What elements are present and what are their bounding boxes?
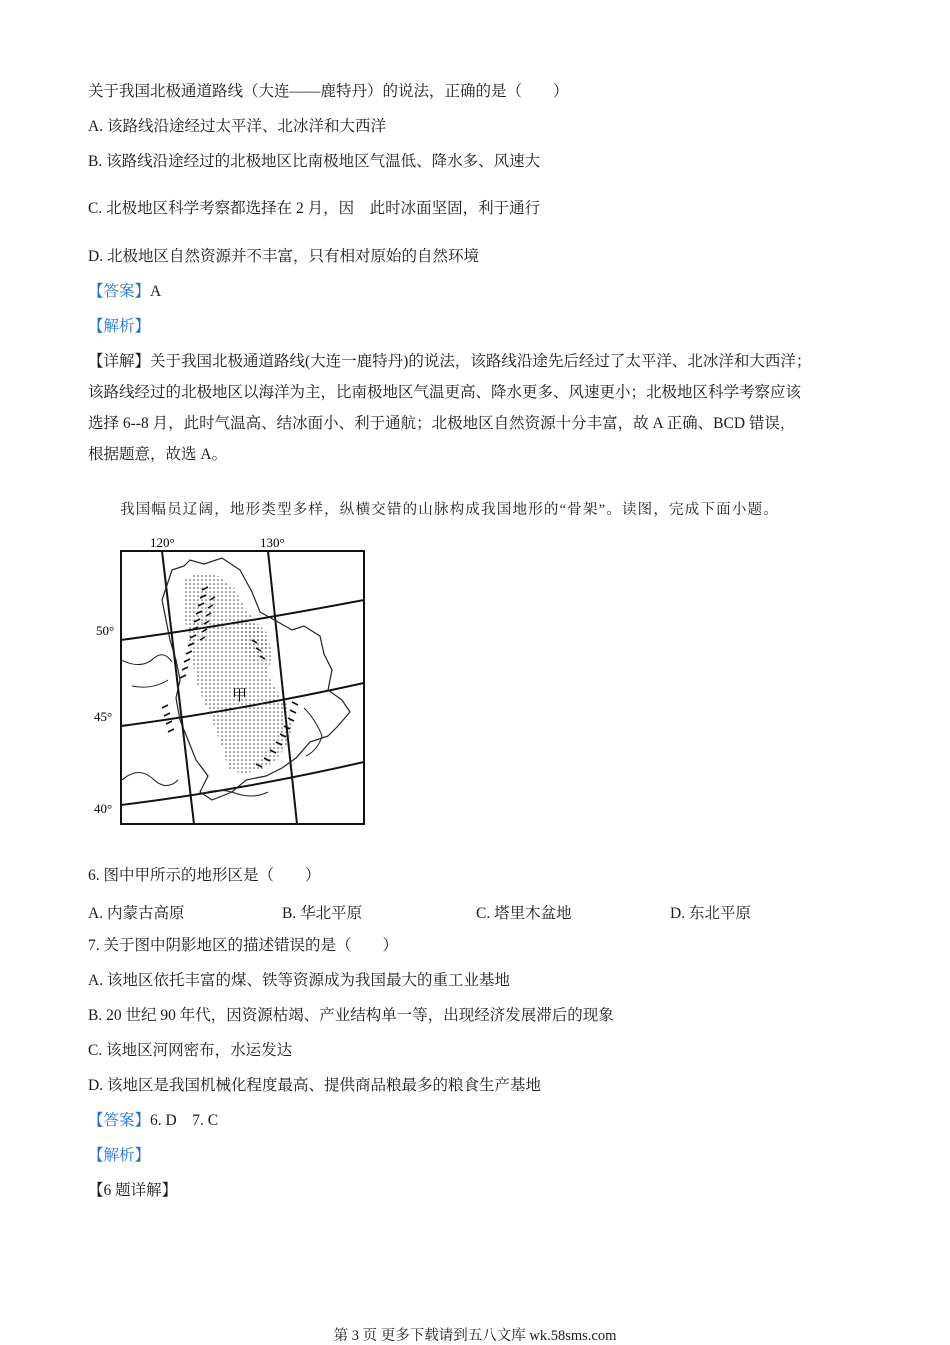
q5-detail	[88, 346, 868, 470]
lat-label-50: 50°	[96, 623, 115, 638]
q5-option-c: C. 北极地区科学考察都选择在 2 月，因 此时冰面坚固，利于通行	[88, 200, 541, 217]
lon-label-120: 120°	[150, 535, 175, 550]
q7-option-a: A. 该地区依托丰富的煤、铁等资源成为我国最大的重工业基地	[88, 972, 510, 989]
q5-answer	[88, 282, 161, 302]
q7-option-d: D. 该地区是我国机械化程度最高、提供商品粮最多的粮食生产基地	[88, 1077, 541, 1094]
q67-answer	[88, 1111, 218, 1131]
q6-option-b: B. 华北平原	[282, 905, 363, 922]
q5-analysis-label: 【解析】	[88, 318, 151, 335]
q7-stem: 7. 关于图中阴影地区的描述错误的是（ ）	[88, 937, 399, 954]
q5-option-b: B. 该路线沿途经过的北极地区比南极地区气温低、降水多、风速大	[88, 153, 541, 170]
q7-option-b: B. 20 世纪 90 年代，因资源枯竭、产业结构单一等，出现经济发展滞后的现象	[88, 1007, 614, 1024]
detail-line-4: 根据题意，故选 A。	[88, 446, 228, 463]
detail-line-3: 选择 6--8 月，此时气温高、结冰面小、利于通航；北极地区自然资源十分丰富，故 A 正确、BCD 错误，	[88, 415, 796, 432]
lat-label-45: 45°	[94, 709, 113, 724]
material-intro: 我国幅员辽阔，地形类型多样，纵横交错的山脉构成我国地形的“骨架”。读图，完成下面小题。	[120, 502, 779, 518]
q7-option-c: C. 该地区河网密布，水运发达	[88, 1042, 293, 1059]
detail-label: 【详解】	[88, 353, 151, 370]
q6-option-a: A. 内蒙古高原	[88, 905, 185, 922]
q6-detail-label: 【6 题详解】	[88, 1182, 178, 1199]
page-footer: 第 3 页 更多下载请到五八文库 wk.58sms.com	[333, 1328, 617, 1344]
detail-line-2: 该路线经过的北极地区以海洋为主，比南极地区气温更高、降水更多、风速更小；北极地区科学考察应该	[88, 384, 802, 401]
q6-option-c: C. 塔里木盆地	[476, 905, 572, 922]
detail-line-1: 关于我国北极通道路线(大连一鹿特丹)的说法，该路线沿途先后经过了太平洋、北冰洋和大西洋；	[150, 353, 812, 370]
answer2-value: 6. D 7. C	[150, 1112, 219, 1129]
q67-analysis-label: 【解析】	[88, 1147, 151, 1164]
region-jia-label: 甲	[232, 688, 248, 704]
answer-label: 【答案】	[88, 283, 151, 300]
q6-stem: 6. 图中甲所示的地形区是（ ）	[88, 867, 321, 884]
q6-options	[88, 901, 868, 921]
q5-option-d: D. 北极地区自然资源并不丰富，只有相对原始的自然环境	[88, 248, 479, 265]
lon-label-130: 130°	[260, 535, 285, 550]
answer-value: A	[150, 283, 162, 300]
q5-option-a: A. 该路线沿途经过太平洋、北冰洋和大西洋	[88, 118, 386, 135]
northeast-china-map	[92, 530, 372, 832]
q6-option-d: D. 东北平原	[670, 905, 751, 922]
q5-stem: 关于我国北极通道路线（大连——鹿特丹）的说法，正确的是（ ）	[88, 83, 569, 100]
plain-stipple	[184, 572, 292, 774]
lat-label-40: 40°	[94, 801, 113, 816]
answer2-label: 【答案】	[88, 1112, 151, 1129]
